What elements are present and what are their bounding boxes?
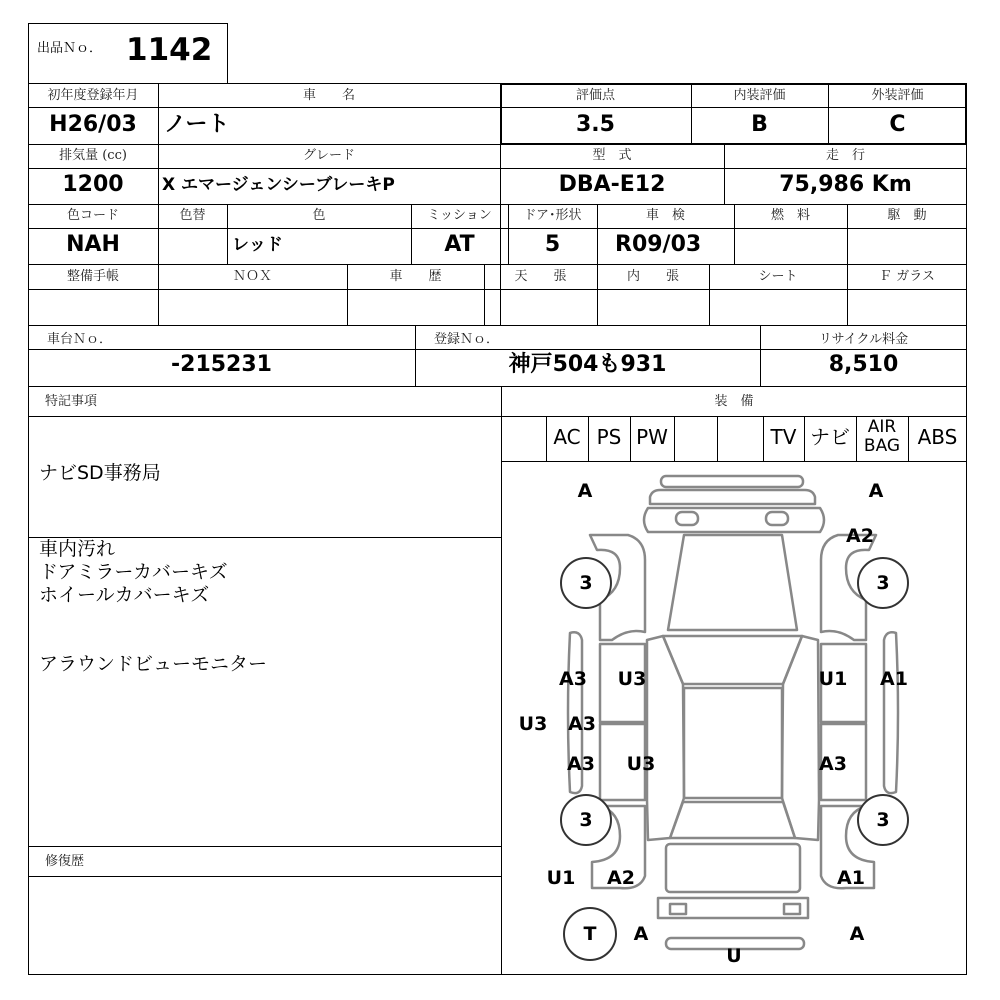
color-value: レッド — [232, 235, 283, 255]
damage-mark: U3 — [518, 713, 548, 735]
equipment-airbag: AIR BAG — [863, 417, 901, 456]
transmission-label: ミッション — [427, 208, 492, 223]
chassis-number-label: 車台Ｎｏ． — [47, 332, 113, 347]
damage-mark: A — [633, 923, 649, 945]
seat-label: シート — [758, 269, 798, 284]
score-label: 評価点 — [575, 88, 615, 103]
exterior-grade-label: 外装評価 — [871, 88, 924, 103]
grid-line — [28, 228, 967, 229]
repaint-label: 色替 — [179, 208, 206, 223]
front-bumper — [650, 490, 815, 504]
right-side-skirt — [884, 632, 898, 793]
damage-mark: U3 — [617, 668, 647, 690]
grid-line — [28, 846, 501, 847]
score-value: 3.5 — [576, 112, 615, 137]
fuel-label: 燃 料 — [770, 208, 810, 223]
front-glass-label: Ｆ ガラス — [879, 269, 935, 284]
damage-mark: A3 — [559, 668, 587, 690]
registration-number-label: 登録Ｎｏ． — [434, 332, 500, 347]
inspection-value: R09/03 — [615, 232, 702, 257]
grade-value: X エマージェンシーブレーキP — [162, 175, 395, 195]
damage-mark: A3 — [567, 753, 595, 775]
damage-mark: A — [577, 480, 593, 502]
equipment-pw: PW — [636, 425, 668, 449]
tire-rear-right: 3 — [857, 794, 909, 846]
door-label: ドア･形状 — [523, 208, 582, 223]
recycle-fee-value: 8,510 — [828, 352, 899, 377]
tail-light-right — [784, 904, 800, 914]
chassis-number-value: -215231 — [171, 352, 272, 377]
maintenance-record-label: 整備手帳 — [66, 269, 119, 284]
drive-label: 駆 動 — [887, 208, 927, 223]
first-registration-value: H26/03 — [49, 112, 137, 137]
door-value: 5 — [544, 232, 561, 257]
equipment-ps: PS — [596, 425, 622, 449]
model-value: DBA-E12 — [558, 172, 666, 197]
grid-line — [28, 289, 967, 290]
damage-mark: A — [849, 923, 865, 945]
windshield — [663, 636, 802, 684]
grid-line — [28, 325, 967, 326]
equipment-abs: ABS — [917, 425, 958, 449]
vehicle-history-label: 車 歴 — [389, 269, 442, 284]
damage-mark: A3 — [819, 753, 847, 775]
front-bumper-upper — [661, 476, 803, 487]
color-label: 色 — [312, 208, 326, 223]
exterior-grade-value: C — [889, 112, 906, 137]
damage-mark: A1 — [880, 668, 908, 690]
grid-line — [28, 386, 967, 387]
damage-mark: A1 — [837, 867, 865, 889]
nox-label: ＮＯＸ — [232, 269, 272, 284]
displacement-label: 排気量 (cc) — [59, 148, 127, 163]
trunk — [666, 844, 800, 892]
color-code-label: 色コード — [66, 208, 119, 223]
headliner-label: 内 張 — [626, 269, 679, 284]
mileage-value: 75,986 Km — [779, 172, 912, 197]
grid-line — [674, 416, 675, 461]
headlight-left — [676, 512, 698, 525]
special-notes-block: 車内汚れ ドアミラーカバーキズ ホイールカバーキズ アラウンドビューモニター — [39, 538, 268, 675]
damage-mark: U — [726, 945, 742, 967]
rear-glass — [670, 802, 795, 838]
equipment-tv: TV — [770, 425, 797, 449]
damage-mark: A2 — [607, 867, 635, 889]
tire-front-right: 3 — [857, 557, 909, 609]
registration-number-value: 神戸504も931 — [508, 352, 667, 377]
damage-mark: A — [868, 480, 884, 502]
grid-line — [28, 264, 967, 265]
roof — [684, 688, 782, 798]
grid-line — [28, 107, 500, 108]
equipment-navi: ナビ — [810, 425, 850, 449]
model-label: 型 式 — [592, 148, 632, 163]
special-notes-label: 特記事項 — [45, 394, 98, 409]
grid-line — [28, 204, 967, 205]
sunroof-label: 天 張 — [514, 269, 567, 284]
special-notes-line1: ナビSD事務局 — [39, 462, 161, 484]
mileage-label: 走 行 — [825, 148, 865, 163]
first-registration-label: 初年度登録年月 — [47, 88, 139, 103]
lot-number-label: 出品Ｎｏ． — [37, 41, 103, 56]
damage-mark: A3 — [568, 713, 596, 735]
tire-front-left: 3 — [560, 557, 612, 609]
damage-mark: U3 — [626, 753, 656, 775]
grid-line — [28, 876, 501, 877]
equipment-ac: AC — [553, 425, 581, 449]
inspection-label: 車 検 — [645, 208, 685, 223]
displacement-value: 1200 — [62, 172, 124, 197]
grid-line — [28, 168, 967, 169]
side-body-left — [647, 636, 684, 840]
interior-grade-label: 内装評価 — [733, 88, 786, 103]
color-code-value: NAH — [66, 232, 120, 257]
damage-mark: U1 — [546, 867, 576, 889]
grid-line — [717, 416, 718, 461]
equipment-label: 装 備 — [714, 394, 754, 409]
tail-light-left — [670, 904, 686, 914]
damage-mark: U1 — [818, 668, 848, 690]
car-name-label: 車 名 — [302, 88, 355, 103]
headlight-right — [766, 512, 788, 525]
spare-tire: T — [563, 907, 617, 961]
side-body-right — [782, 636, 819, 840]
grade-label: グレード — [302, 148, 355, 163]
grille — [644, 508, 824, 532]
car-name-value: ノート — [164, 112, 230, 137]
grid-line — [500, 107, 967, 108]
repair-history-label: 修復歴 — [45, 854, 85, 869]
lot-number: 1142 — [126, 32, 213, 68]
transmission-value: AT — [444, 232, 475, 257]
damage-mark: A2 — [846, 525, 874, 547]
hood — [668, 535, 797, 630]
interior-grade-value: B — [751, 112, 768, 137]
recycle-fee-label: リサイクル料金 — [818, 332, 909, 347]
tire-rear-left: 3 — [560, 794, 612, 846]
